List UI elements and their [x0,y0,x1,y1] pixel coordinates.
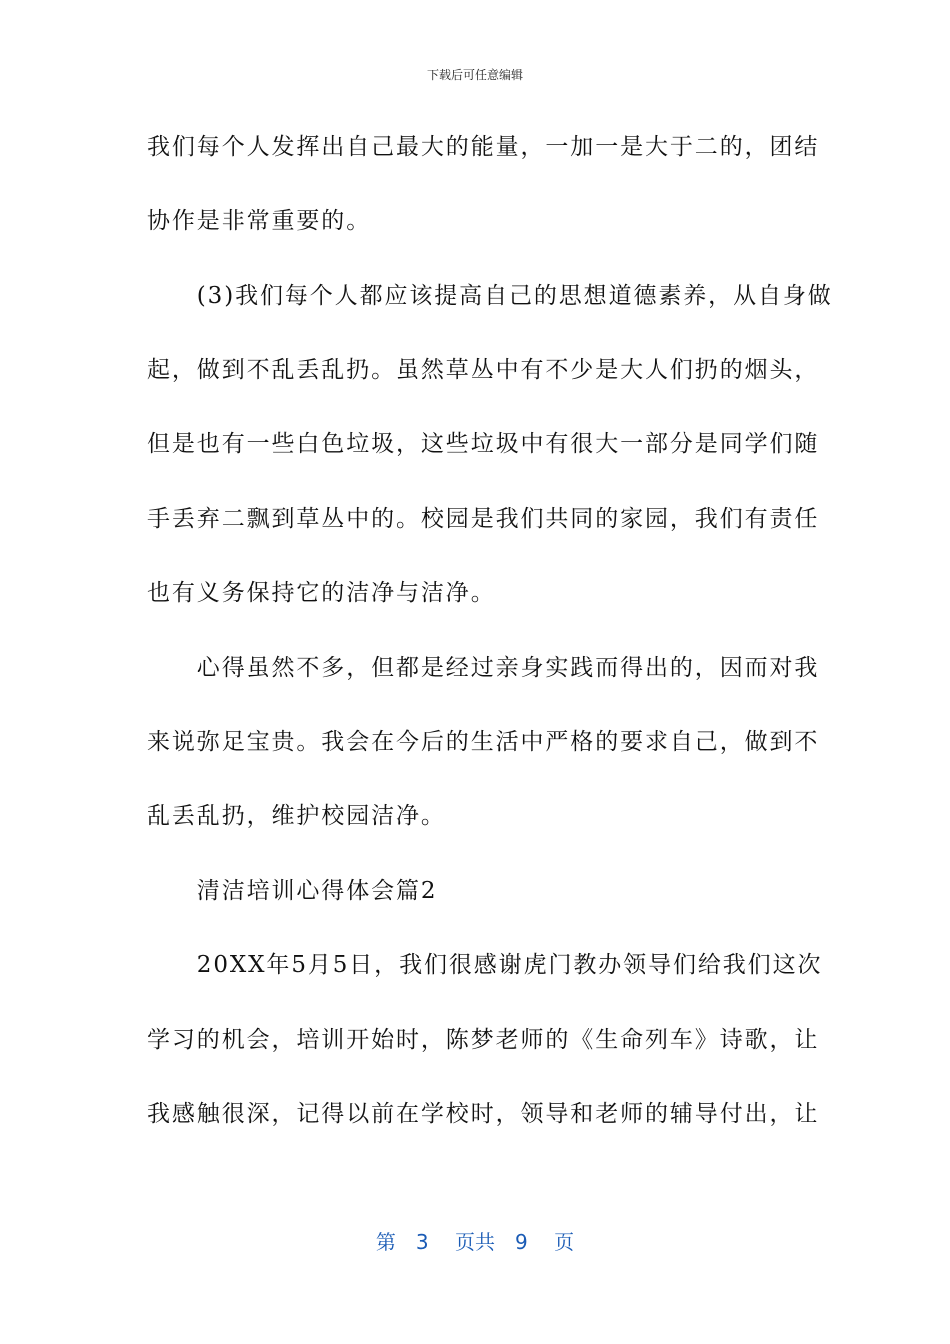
body-line: 起，做到不乱丢乱扔。虽然草丛中有不少是大人们扔的烟头， [147,357,820,383]
body-line: 乱丢乱扔，维护校园洁净。 [147,803,446,829]
page-number-footer: 第 3 页共 9 页 [375,1230,575,1254]
body-line: 协作是非常重要的。 [147,208,372,234]
body-line: 手丢弃二飘到草丛中的。校园是我们共同的家园，我们有责任 [147,506,820,532]
header-note: 下载后可任意编辑 [426,68,523,82]
body-line: 20XX年5月5日，我们很感谢虎门教办领导们给我们这次 [147,952,823,978]
body-line: 我感触很深，记得以前在学校时，领导和老师的辅导付出，让 [147,1101,820,1127]
body-line: 学习的机会，培训开始时，陈梦老师的《生命列车》诗歌，让 [147,1027,820,1053]
body-line: 来说弥足宝贵。我会在今后的生活中严格的要求自己，做到不 [147,729,820,755]
body-line: 心得虽然不多，但都是经过亲身实践而得出的，因而对我 [147,655,820,681]
body-line: 我们每个人发挥出自己最大的能量，一加一是大于二的，团结 [147,134,820,160]
body-line: (3)我们每个人都应该提高自己的思想道德素养，从自身做 [147,283,833,309]
body-line: 但是也有一些白色垃圾，这些垃圾中有很大一部分是同学们随 [147,431,820,457]
body-line: 也有义务保持它的洁净与洁净。 [147,580,496,606]
section-heading: 清洁培训心得体会篇2 [147,878,438,904]
